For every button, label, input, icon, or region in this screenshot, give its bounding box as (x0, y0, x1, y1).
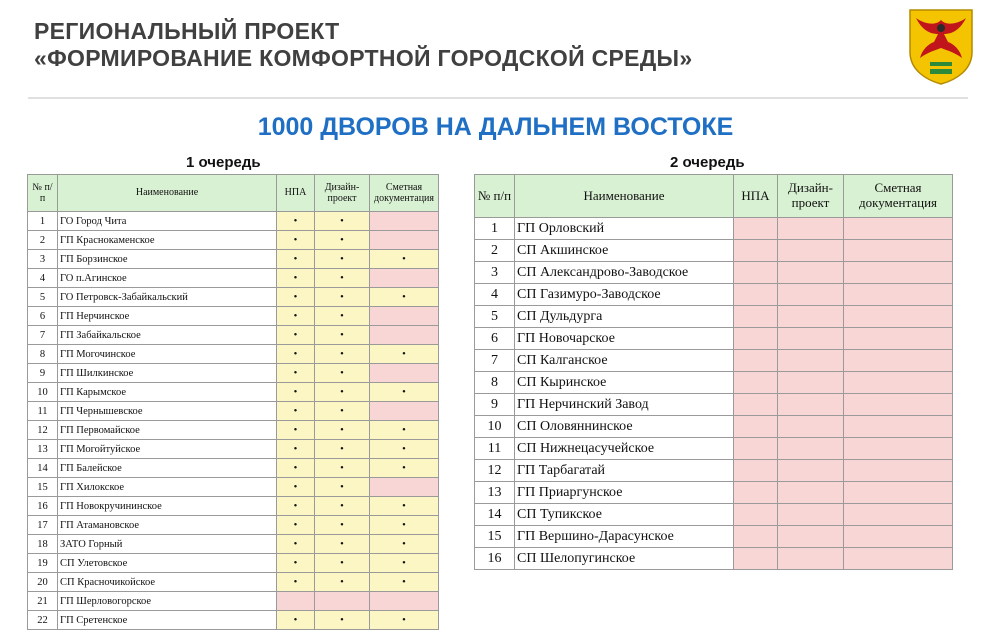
col-estimate-header: Сметная документация (844, 175, 953, 218)
estimate-status: • (370, 440, 439, 459)
design-status (778, 218, 844, 240)
table-row (28, 440, 439, 459)
municipality-name: ГП Могочинское (58, 345, 277, 364)
estimate-status (370, 402, 439, 421)
row-number: 2 (28, 231, 58, 250)
npa-status: • (277, 516, 315, 535)
table-row (28, 326, 439, 345)
municipality-name: СП Оловяннинское (515, 416, 734, 438)
npa-status: • (277, 212, 315, 231)
estimate-status (844, 416, 953, 438)
table-row (475, 526, 953, 548)
row-number: 19 (28, 554, 58, 573)
design-status (778, 526, 844, 548)
npa-status (734, 240, 778, 262)
estimate-status (844, 350, 953, 372)
estimate-status: • (370, 459, 439, 478)
design-status: • (315, 288, 370, 307)
npa-status: • (277, 402, 315, 421)
estimate-status (844, 328, 953, 350)
npa-status: • (277, 554, 315, 573)
design-status (778, 372, 844, 394)
page-header (34, 18, 692, 72)
npa-status (734, 416, 778, 438)
design-status: • (315, 383, 370, 402)
col-estimate-header: Сметная документация (370, 175, 439, 212)
row-number: 16 (475, 548, 515, 570)
row-number: 6 (475, 328, 515, 350)
estimate-status (844, 262, 953, 284)
npa-status: • (277, 326, 315, 345)
queue1-header-row (28, 175, 439, 212)
row-number: 7 (475, 350, 515, 372)
npa-status (734, 284, 778, 306)
estimate-status (370, 592, 439, 611)
municipality-name: СП Акшинское (515, 240, 734, 262)
row-number: 4 (28, 269, 58, 288)
municipality-name: ГО п.Агинское (58, 269, 277, 288)
design-status: • (315, 250, 370, 269)
design-status: • (315, 402, 370, 421)
design-status (778, 284, 844, 306)
npa-status: • (277, 459, 315, 478)
queue2-header-row (475, 175, 953, 218)
design-status: • (315, 535, 370, 554)
row-number: 15 (475, 526, 515, 548)
row-number: 14 (28, 459, 58, 478)
table-row (28, 459, 439, 478)
design-status: • (315, 421, 370, 440)
design-status (778, 328, 844, 350)
row-number: 9 (28, 364, 58, 383)
table-row (475, 306, 953, 328)
design-status: • (315, 345, 370, 364)
design-status (778, 240, 844, 262)
table-row (475, 218, 953, 240)
estimate-status: • (370, 535, 439, 554)
row-number: 12 (475, 460, 515, 482)
municipality-name: СП Улетовское (58, 554, 277, 573)
estimate-status (844, 372, 953, 394)
municipality-name: ГП Орловский (515, 218, 734, 240)
row-number: 22 (28, 611, 58, 630)
queue2-label: 2 очередь (670, 154, 745, 171)
design-status: • (315, 573, 370, 592)
design-status (778, 306, 844, 328)
design-status: • (315, 497, 370, 516)
row-number: 1 (475, 218, 515, 240)
table-row (28, 364, 439, 383)
row-number: 8 (28, 345, 58, 364)
estimate-status (844, 306, 953, 328)
municipality-name: ГП Атамановское (58, 516, 277, 535)
npa-status: • (277, 269, 315, 288)
estimate-status: • (370, 345, 439, 364)
estimate-status: • (370, 288, 439, 307)
estimate-status: • (370, 250, 439, 269)
municipality-name: СП Красночикойское (58, 573, 277, 592)
col-npa-header: НПА (277, 175, 315, 212)
npa-status (734, 460, 778, 482)
row-number: 6 (28, 307, 58, 326)
row-number: 21 (28, 592, 58, 611)
design-status: • (315, 269, 370, 288)
municipality-name: ГП Вершино-Дарасунское (515, 526, 734, 548)
table-row (28, 554, 439, 573)
main-title: 1000 ДВОРОВ НА ДАЛЬНЕМ ВОСТОКЕ (257, 113, 734, 141)
row-number: 10 (28, 383, 58, 402)
npa-status (734, 548, 778, 570)
npa-status (734, 526, 778, 548)
table-row (475, 262, 953, 284)
row-number: 14 (475, 504, 515, 526)
table-row (28, 592, 439, 611)
municipality-name: ГО Петровск-Забайкальский (58, 288, 277, 307)
municipality-name: ГП Приаргунское (515, 482, 734, 504)
table-row (28, 478, 439, 497)
estimate-status (844, 482, 953, 504)
header-line-2: «ФОРМИРОВАНИЕ КОМФОРТНОЙ ГОРОДСКОЙ СРЕДЫ» (34, 45, 693, 71)
npa-status (734, 306, 778, 328)
col-name-header: Наименование (515, 175, 734, 218)
npa-status: • (277, 231, 315, 250)
table-row (28, 269, 439, 288)
table-row (28, 231, 439, 250)
table-row (28, 402, 439, 421)
design-status (315, 592, 370, 611)
npa-status: • (277, 364, 315, 383)
table-row (475, 350, 953, 372)
header-line-1: РЕГИОНАЛЬНЫЙ ПРОЕКТ (34, 18, 340, 44)
npa-status: • (277, 497, 315, 516)
row-number: 1 (28, 212, 58, 231)
estimate-status (844, 438, 953, 460)
table-row (28, 421, 439, 440)
row-number: 15 (28, 478, 58, 497)
design-status: • (315, 364, 370, 383)
table-row (28, 250, 439, 269)
npa-status (734, 504, 778, 526)
row-number: 12 (28, 421, 58, 440)
npa-status: • (277, 383, 315, 402)
row-number: 17 (28, 516, 58, 535)
municipality-name: СП Шелопугинское (515, 548, 734, 570)
col-design-header: Дизайн-проект (315, 175, 370, 212)
row-number: 11 (475, 438, 515, 460)
municipality-name: ГП Тарбагатай (515, 460, 734, 482)
table-row (28, 516, 439, 535)
estimate-status: • (370, 611, 439, 630)
npa-status (734, 262, 778, 284)
municipality-name: ГО Город Чита (58, 212, 277, 231)
header-divider (28, 97, 968, 99)
estimate-status (370, 269, 439, 288)
npa-status: • (277, 421, 315, 440)
table-row (475, 328, 953, 350)
municipality-name: СП Тупикское (515, 504, 734, 526)
table-row (28, 345, 439, 364)
row-number: 11 (28, 402, 58, 421)
npa-status (734, 372, 778, 394)
estimate-status (844, 240, 953, 262)
municipality-name: СП Калганское (515, 350, 734, 372)
row-number: 2 (475, 240, 515, 262)
estimate-status: • (370, 497, 439, 516)
municipality-name: ГП Балейское (58, 459, 277, 478)
npa-status (277, 592, 315, 611)
municipality-name: ГП Шерловогорское (58, 592, 277, 611)
npa-status: • (277, 307, 315, 326)
design-status (778, 262, 844, 284)
row-number: 16 (28, 497, 58, 516)
queue1-table (27, 174, 439, 630)
estimate-status: • (370, 554, 439, 573)
municipality-name: ГП Чернышевское (58, 402, 277, 421)
table-row (475, 240, 953, 262)
estimate-status (844, 548, 953, 570)
municipality-name: ГП Новочарское (515, 328, 734, 350)
row-number: 20 (28, 573, 58, 592)
estimate-status: • (370, 421, 439, 440)
table-row (28, 307, 439, 326)
estimate-status (370, 231, 439, 250)
zabaykalsky-coat-of-arms-icon (906, 6, 976, 86)
municipality-name: ГП Борзинское (58, 250, 277, 269)
municipality-name: ГП Новокручининское (58, 497, 277, 516)
npa-status (734, 438, 778, 460)
municipality-name: ГП Нерчинское (58, 307, 277, 326)
table-row (475, 548, 953, 570)
design-status: • (315, 554, 370, 573)
row-number: 4 (475, 284, 515, 306)
row-number: 10 (475, 416, 515, 438)
table-row (475, 504, 953, 526)
row-number: 3 (28, 250, 58, 269)
design-status: • (315, 440, 370, 459)
npa-status: • (277, 535, 315, 554)
table-row (28, 288, 439, 307)
design-status: • (315, 307, 370, 326)
municipality-name: СП Нижнецасучейское (515, 438, 734, 460)
col-name-header: Наименование (58, 175, 277, 212)
design-status (778, 460, 844, 482)
municipality-name: ГП Шилкинское (58, 364, 277, 383)
table-row (28, 383, 439, 402)
estimate-status (370, 212, 439, 231)
npa-status (734, 394, 778, 416)
estimate-status (370, 307, 439, 326)
municipality-name: СП Газимуро-Заводское (515, 284, 734, 306)
municipality-name: ЗАТО Горный (58, 535, 277, 554)
design-status (778, 394, 844, 416)
estimate-status (844, 284, 953, 306)
table-row (28, 212, 439, 231)
npa-status: • (277, 573, 315, 592)
municipality-name: ГП Могойтуйское (58, 440, 277, 459)
row-number: 5 (28, 288, 58, 307)
col-num-header: № п/п (28, 175, 58, 212)
npa-status: • (277, 478, 315, 497)
col-design-header: Дизайн-проект (778, 175, 844, 218)
table-row (28, 611, 439, 630)
npa-status: • (277, 611, 315, 630)
estimate-status (844, 460, 953, 482)
municipality-name: СП Дульдурга (515, 306, 734, 328)
municipality-name: ГП Карымское (58, 383, 277, 402)
npa-status: • (277, 440, 315, 459)
row-number: 5 (475, 306, 515, 328)
design-status (778, 416, 844, 438)
design-status: • (315, 459, 370, 478)
table-row (475, 394, 953, 416)
design-status: • (315, 326, 370, 345)
estimate-status (844, 526, 953, 548)
municipality-name: ГП Краснокаменское (58, 231, 277, 250)
row-number: 8 (475, 372, 515, 394)
row-number: 7 (28, 326, 58, 345)
npa-status (734, 328, 778, 350)
design-status: • (315, 231, 370, 250)
design-status (778, 438, 844, 460)
municipality-name: СП Кыринское (515, 372, 734, 394)
queue2-table (474, 174, 953, 570)
design-status: • (315, 611, 370, 630)
design-status (778, 350, 844, 372)
npa-status (734, 218, 778, 240)
table-row (475, 416, 953, 438)
estimate-status: • (370, 516, 439, 535)
table-row (475, 460, 953, 482)
estimate-status (370, 478, 439, 497)
row-number: 13 (475, 482, 515, 504)
estimate-status: • (370, 383, 439, 402)
table-row (475, 372, 953, 394)
table-row (475, 482, 953, 504)
municipality-name: ГП Забайкальское (58, 326, 277, 345)
design-status: • (315, 478, 370, 497)
npa-status (734, 350, 778, 372)
estimate-status (844, 504, 953, 526)
npa-status: • (277, 345, 315, 364)
municipality-name: ГП Первомайское (58, 421, 277, 440)
queue1-label: 1 очередь (186, 154, 261, 171)
estimate-status (844, 218, 953, 240)
table-row (28, 535, 439, 554)
estimate-status (844, 394, 953, 416)
row-number: 3 (475, 262, 515, 284)
npa-status: • (277, 288, 315, 307)
design-status: • (315, 212, 370, 231)
table-row (28, 573, 439, 592)
table-row (475, 284, 953, 306)
estimate-status (370, 326, 439, 345)
design-status (778, 482, 844, 504)
estimate-status (370, 364, 439, 383)
municipality-name: СП Александрово-Заводское (515, 262, 734, 284)
col-npa-header: НПА (734, 175, 778, 218)
npa-status: • (277, 250, 315, 269)
table-row (475, 438, 953, 460)
estimate-status: • (370, 573, 439, 592)
design-status (778, 504, 844, 526)
row-number: 9 (475, 394, 515, 416)
municipality-name: ГП Хилокское (58, 478, 277, 497)
row-number: 13 (28, 440, 58, 459)
municipality-name: ГП Сретенское (58, 611, 277, 630)
row-number: 18 (28, 535, 58, 554)
design-status: • (315, 516, 370, 535)
design-status (778, 548, 844, 570)
table-row (28, 497, 439, 516)
npa-status (734, 482, 778, 504)
municipality-name: ГП Нерчинский Завод (515, 394, 734, 416)
col-num-header: № п/п (475, 175, 515, 218)
